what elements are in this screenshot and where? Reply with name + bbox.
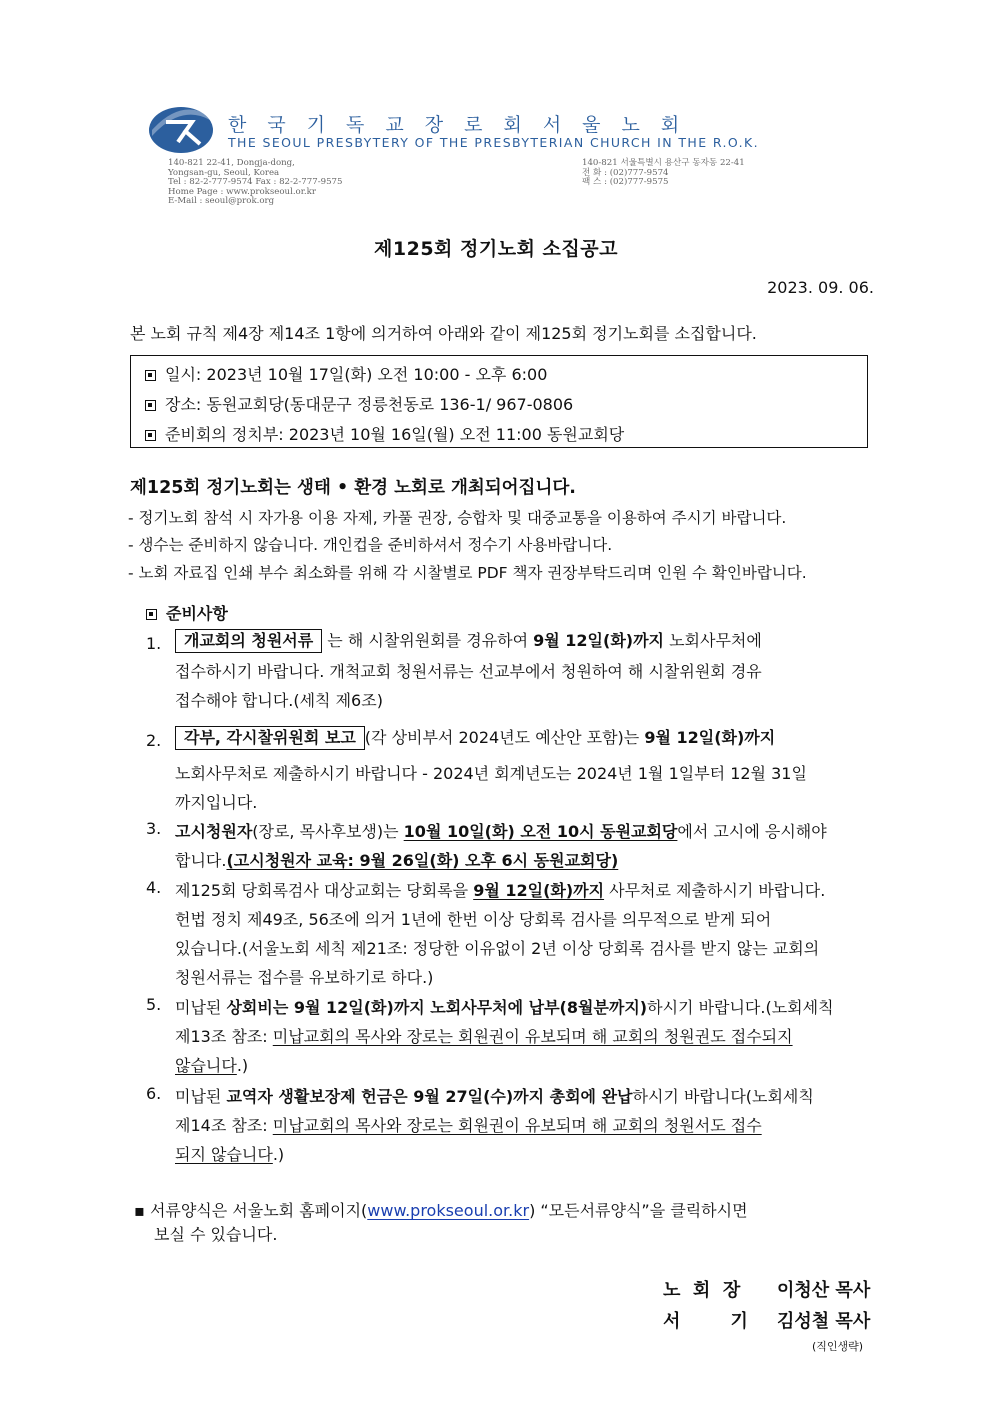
forms-note-text: ) “모든서류양식”을 클릭하시면	[529, 1201, 748, 1220]
info-venue	[145, 392, 573, 415]
info-label: 준비회의 정치부:	[165, 425, 284, 444]
item4-line3: 있습니다.(서울노회 세칙 제21조: 정당한 이유없이 2년 이상 당회록 검사를 받지 않는 교회의	[175, 939, 820, 958]
boxed-term: 개교회의 청원서류	[175, 629, 322, 653]
prep-heading	[146, 601, 228, 624]
item-text: 에서 고시에 응시해야	[677, 822, 827, 841]
item-text: 노회사무처에	[664, 631, 762, 650]
underlined-note: 미납교회의 목사와 장로는 회원권이 유보되며 해 교회의 청원권도 접수되지	[272, 1027, 793, 1046]
seal-omitted-note: (직인생략)	[812, 1340, 864, 1353]
item-text: 제13조 참조:	[175, 1027, 273, 1046]
square-bullet-icon	[145, 430, 156, 441]
info-value: 동원교회당(동대문구 정릉천동로 136-1/ 967-0806	[201, 395, 574, 414]
item-number: 6.	[146, 1084, 162, 1103]
item-text: (장로, 목사후보생)는	[252, 822, 404, 841]
forms-note	[134, 1198, 748, 1221]
boxed-term: 각부, 각시찰위원회 보고	[175, 726, 365, 750]
item-text: 미납된	[175, 1087, 227, 1106]
address-line: 140-821 서울특별시 용산구 동자동 22-41	[582, 158, 745, 168]
education-schedule: (고시청원자 교육: 9월 26일(화) 오후 6시 동원교회당)	[226, 851, 619, 870]
item4-line4: 청원서류는 접수를 유보하기로 하다.)	[175, 968, 434, 987]
info-value: 2023년 10월 17일(화) 오전 10:00 - 오후 6:00	[201, 365, 548, 384]
address-line: E-Mail : seoul@prok.org	[168, 196, 275, 207]
deadline-text: 9월 12일(화)까지	[533, 631, 664, 650]
address-line: Home Page : www.prokseoul.or.kr	[168, 186, 316, 197]
square-bullet-icon	[145, 370, 156, 381]
signature-name: 이청산 목사	[777, 1280, 871, 1301]
item2-line2: 노회사무처로 제출하시기 바랍니다 - 2024년 회계년도는 2024년 1월 1일부터 12월 31일	[175, 764, 807, 783]
item-text: 하시기 바랍니다(노회세칙	[632, 1087, 814, 1106]
item-text: 사무처로 제출하시기 바랍니다.	[604, 881, 826, 900]
offering-deadline: 교역자 생활보장제 헌금은 9월 27일(수)까지 총회에 완납	[226, 1087, 633, 1106]
signature-role: 서 기	[663, 1311, 748, 1332]
item-text: (각 상비부서 2024년도 예산안 포함)는	[364, 728, 645, 747]
exam-schedule: 10월 10일(화) 오전 10시 동원교회당	[403, 822, 678, 841]
item-text: .)	[236, 1056, 249, 1075]
item-number: 4.	[146, 878, 162, 897]
underlined-note: 되지 않습니다	[175, 1145, 273, 1164]
item-text: 는 해 시찰위원회를 경유하여	[322, 631, 534, 650]
document-date: 2023. 09. 06.	[767, 278, 874, 297]
address-english	[168, 159, 342, 207]
eco-heading: 제125회 정기노회는 생태 • 환경 노회로 개최되어집니다.	[130, 478, 576, 498]
item1-line3: 접수해야 합니다.(세칙 제6조)	[175, 691, 383, 710]
info-label: 일시:	[165, 365, 202, 384]
org-name-korean: 한국기독교장로회서울노회	[228, 114, 701, 136]
item6-line3	[175, 1142, 284, 1165]
prep-heading-label: 준비사항	[166, 604, 228, 623]
info-value: 2023년 10월 16일(월) 오전 11:00 동원교회당	[283, 425, 625, 444]
item-number: 5.	[146, 995, 162, 1014]
item-bold: 고시청원자	[175, 822, 253, 841]
signature-name: 김성철 목사	[777, 1311, 871, 1332]
presbytery-logo	[148, 106, 214, 154]
deadline-text: 9월 12일(화)까지	[473, 881, 605, 900]
item3-line1	[175, 819, 827, 842]
bullet-icon: ▪	[134, 1201, 145, 1220]
info-prep-meeting	[145, 422, 624, 445]
address-line: 팩 스 : (02)777-9575	[582, 177, 669, 188]
forms-note-text: 서류양식은 서울노회 홈페이지(	[149, 1201, 368, 1220]
item4-line2: 헌법 정치 제49조, 56조에 의거 1년에 한번 이상 당회록 검사를 의무적으로 받게 되어	[175, 910, 772, 929]
address-line: 140-821 22-41, Dongja-dong,	[168, 158, 295, 168]
item6-line2	[175, 1113, 762, 1136]
square-bullet-icon	[146, 609, 157, 620]
item-text: 하시기 바랍니다.(노회세칙	[647, 998, 834, 1017]
item-number: 3.	[146, 819, 162, 838]
item2-line1	[175, 725, 775, 750]
item-text: 미납된	[175, 998, 227, 1017]
address-korean	[582, 159, 745, 188]
item5-line3	[175, 1053, 248, 1076]
forms-note-line2: 보실 수 있습니다.	[154, 1225, 278, 1244]
underlined-note: 않습니다	[175, 1056, 237, 1075]
item5-line1	[175, 995, 834, 1018]
item2-line3: 까지입니다.	[175, 793, 258, 812]
item1-line1	[175, 628, 762, 653]
item3-line2	[175, 848, 618, 871]
item-text: 제125회 당회록검사 대상교회는 당회록을	[175, 881, 474, 900]
intro-text: 본 노회 규칙 제4장 제14조 1항에 의거하여 아래와 같이 제125회 정기노회를 소집합니다.	[130, 324, 757, 343]
eco-line: - 생수는 준비하지 않습니다. 개인컵을 준비하셔서 정수기 사용바랍니다.	[128, 536, 613, 554]
deadline-text: 9월 12일(화)까지	[644, 728, 776, 747]
signature-role: 노 회 장	[663, 1280, 741, 1301]
document-title: 제125회 정기노회 소집공고	[374, 238, 618, 260]
item-text: .)	[272, 1145, 285, 1164]
eco-line: - 노회 자료집 인쇄 부수 최소화를 위해 각 시찰별로 PDF 책자 권장부탁드리며 인원 수 확인바랍니다.	[128, 564, 807, 582]
item-text: 제14조 참조:	[175, 1116, 273, 1135]
info-datetime	[145, 362, 547, 385]
item-number: 2.	[146, 731, 162, 750]
address-line: 전 화 : (02)777-9574	[582, 167, 669, 178]
item-text: 합니다.	[175, 851, 227, 870]
underlined-note: 미납교회의 목사와 장로는 회원권이 유보되며 해 교회의 청원서도 접수	[272, 1116, 762, 1135]
homepage-link[interactable]: www.prokseoul.or.kr	[367, 1201, 530, 1220]
item-number: 1.	[146, 634, 162, 653]
square-bullet-icon	[145, 400, 156, 411]
item5-line2	[175, 1024, 793, 1047]
item6-line1	[175, 1084, 814, 1107]
address-line: Yongsan-gu, Seoul, Korea	[168, 167, 280, 178]
info-label: 장소:	[165, 395, 202, 414]
org-name-english: THE SEOUL PRESBYTERY OF THE PRESBYTERIAN CHURCH IN THE R.O.K.	[228, 135, 759, 150]
address-line: Tel : 82-2-777-9574 Fax : 82-2-777-9575	[168, 177, 343, 188]
item1-line2: 접수하시기 바랍니다. 개척교회 청원서류는 선교부에서 청원하여 해 시찰위원회 경유	[175, 662, 762, 681]
dues-deadline: 상회비는 9월 12일(화)까지 노회사무처에 납부(8월분까지)	[226, 998, 648, 1017]
item4-line1	[175, 878, 825, 901]
meeting-info-box	[130, 355, 868, 448]
eco-line: - 정기노회 참석 시 자가용 이용 자제, 카풀 권장, 승합차 및 대중교통을 이용하여 주시기 바랍니다.	[128, 509, 787, 527]
